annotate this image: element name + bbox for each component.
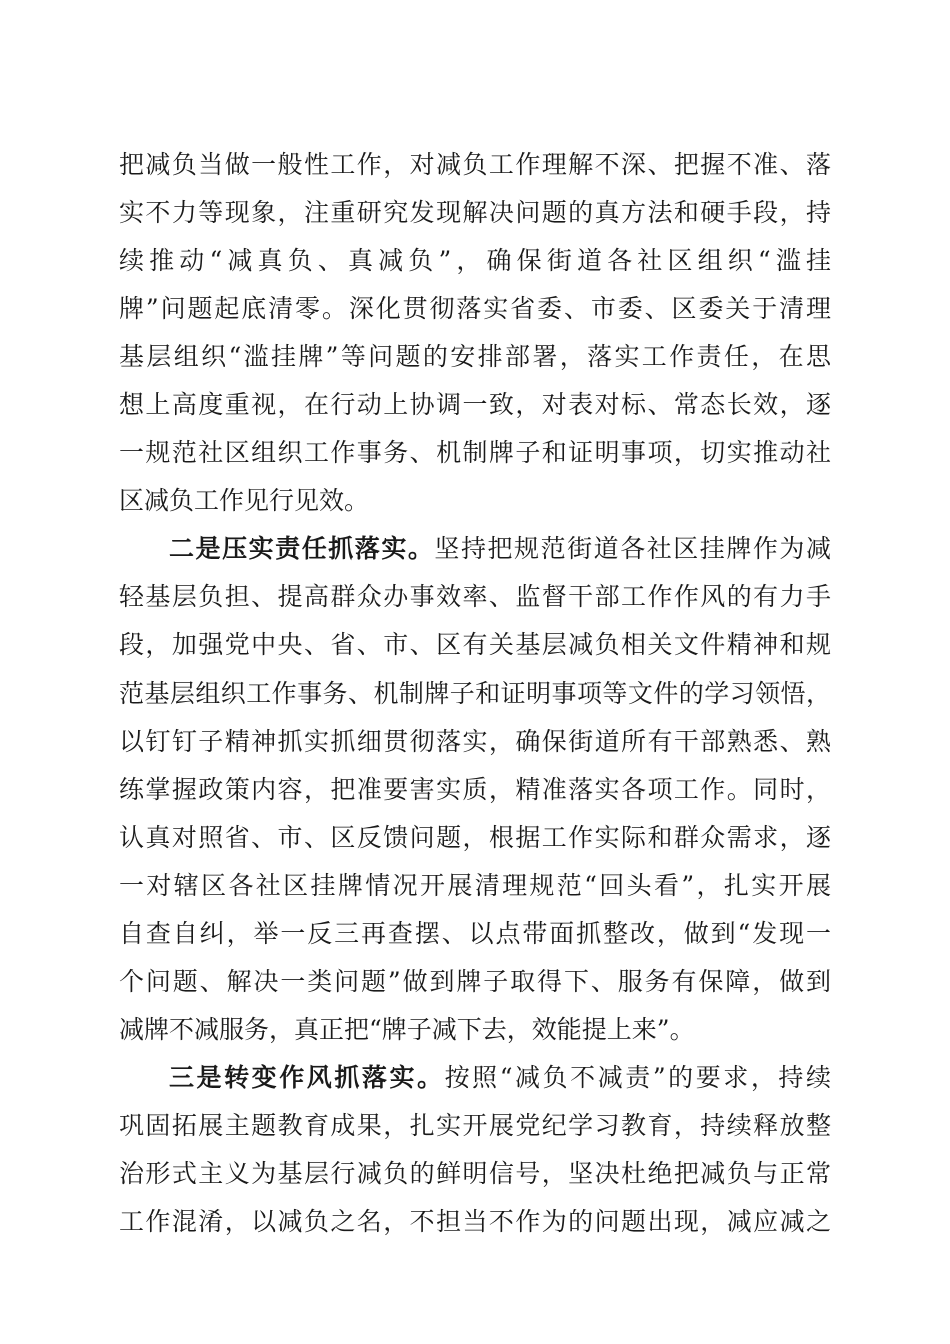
body-text (119, 141, 831, 1246)
text-line: 个问题、解决一类问题”做到牌子取得下、服务有保障，做到 (119, 966, 831, 996)
text-line: 续推动“减真负、真减负”，确保街道各社区组织“滥挂 (119, 246, 831, 276)
text-line: 轻基层负担、提高群众办事效率、监督干部工作作风的有力手 (119, 582, 831, 612)
text-line: 范基层组织工作事务、机制牌子和证明事项等文件的学习领悟， (119, 678, 831, 708)
text-line: 减牌不减服务，真正把“牌子减下去，效能提上来”。 (119, 1014, 695, 1044)
text-line: 段，加强党中央、省、市、区有关基层减负相关文件精神和规 (119, 630, 831, 660)
text-line: 认真对照省、市、区反馈问题，根据工作实际和群众需求，逐 (119, 822, 831, 852)
paragraph-first-line: 三是转变作风抓落实。按照“减负不减责”的要求，持续 (169, 1062, 831, 1092)
paragraph-lead-heading: 二是压实责任抓落实。 (169, 534, 435, 564)
text-line: 区减负工作见行见效。 (119, 486, 370, 516)
text-line: 基层组织“滥挂牌”等问题的安排部署，落实工作责任，在思 (119, 342, 831, 372)
text-line: 巩固拓展主题教育成果，扎实开展党纪学习教育，持续释放整 (119, 1110, 831, 1140)
text-line: 工作混淆，以减负之名，不担当不作为的问题出现，减应减之 (119, 1207, 831, 1237)
paragraph-lead-heading: 三是转变作风抓落实。 (169, 1062, 445, 1092)
text-line: 牌”问题起底清零。深化贯彻落实省委、市委、区委关于清理 (119, 294, 831, 324)
text-line: 自查自纠，举一反三再查摆、以点带面抓整改，做到“发现一 (119, 918, 831, 948)
text-line: 一对辖区各社区挂牌情况开展清理规范“回头看”，扎实开展 (119, 870, 831, 900)
text-line: 治形式主义为基层行减负的鲜明信号，坚决杜绝把减负与正常 (119, 1158, 831, 1188)
text-line: 练掌握政策内容，把准要害实质，精准落实各项工作。同时， (119, 774, 831, 804)
paragraph-first-line: 二是压实责任抓落实。坚持把规范街道各社区挂牌作为减 (169, 534, 831, 564)
text-line: 把减负当做一般性工作，对减负工作理解不深、把握不准、落 (119, 150, 831, 179)
text-line: 想上高度重视，在行动上协调一致，对表对标、常态长效，逐 (119, 390, 831, 420)
text-line: 一规范社区组织工作事务、机制牌子和证明事项，切实推动社 (119, 438, 831, 468)
text-line: 以钉钉子精神抓实抓细贯彻落实，确保街道所有干部熟悉、熟 (119, 726, 831, 756)
text-line: 实不力等现象，注重研究发现解决问题的真方法和硬手段，持 (119, 198, 831, 228)
